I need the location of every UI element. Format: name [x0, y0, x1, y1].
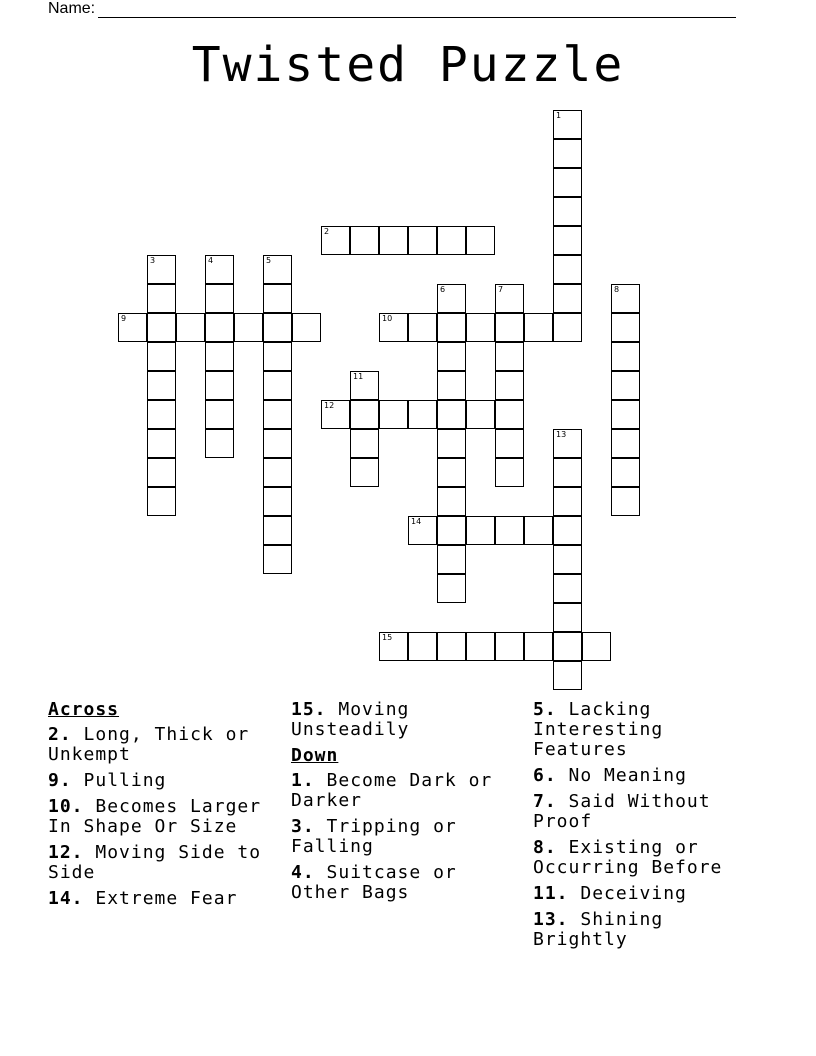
- grid-cell[interactable]: [611, 342, 640, 371]
- name-label: Name:: [48, 0, 96, 17]
- grid-cell[interactable]: [205, 342, 234, 371]
- grid-cell[interactable]: [524, 313, 553, 342]
- grid-cell[interactable]: [147, 487, 176, 516]
- grid-cell[interactable]: [466, 516, 495, 545]
- grid-cell[interactable]: [205, 284, 234, 313]
- grid-cell[interactable]: [437, 429, 466, 458]
- grid-cell[interactable]: [553, 574, 582, 603]
- clue-number: 10: [382, 314, 393, 323]
- grid-cell[interactable]: [553, 661, 582, 690]
- grid-cell[interactable]: [408, 516, 437, 545]
- grid-cell[interactable]: [321, 226, 350, 255]
- clue-column-1: [48, 700, 283, 915]
- grid-cell[interactable]: [466, 226, 495, 255]
- clue-number: 13: [556, 430, 567, 439]
- grid-cell[interactable]: [553, 487, 582, 516]
- grid-cell[interactable]: [350, 226, 379, 255]
- grid-cell[interactable]: [408, 632, 437, 661]
- grid-cell[interactable]: [466, 632, 495, 661]
- grid-cell[interactable]: [553, 168, 582, 197]
- grid-cell[interactable]: [205, 313, 234, 342]
- grid-cell[interactable]: [205, 371, 234, 400]
- clue-number: 9: [121, 314, 127, 323]
- grid-cell[interactable]: [553, 139, 582, 168]
- grid-cell[interactable]: [437, 516, 466, 545]
- grid-cell[interactable]: [437, 400, 466, 429]
- grid-cell[interactable]: [437, 574, 466, 603]
- grid-cell[interactable]: [582, 632, 611, 661]
- grid-cell[interactable]: [437, 284, 466, 313]
- grid-cell[interactable]: [437, 313, 466, 342]
- clue-column-2: [291, 700, 526, 909]
- grid-cell[interactable]: [408, 400, 437, 429]
- grid-cell[interactable]: [147, 458, 176, 487]
- grid-cell[interactable]: [495, 342, 524, 371]
- clue-down-6: 6. No Meaning: [533, 765, 687, 786]
- clue-across-12: 12. Moving Side to Side: [48, 842, 262, 883]
- grid-cell[interactable]: [553, 313, 582, 342]
- grid-cell[interactable]: [524, 516, 553, 545]
- grid-cell[interactable]: [553, 545, 582, 574]
- grid-cell[interactable]: [611, 458, 640, 487]
- grid-cell[interactable]: [553, 458, 582, 487]
- grid-cell[interactable]: [437, 371, 466, 400]
- grid-cell[interactable]: [118, 313, 147, 342]
- grid-cell[interactable]: [263, 342, 292, 371]
- grid-cell[interactable]: [263, 313, 292, 342]
- grid-cell[interactable]: [379, 632, 408, 661]
- grid-cell[interactable]: [176, 313, 205, 342]
- clue-number: 8: [614, 285, 620, 294]
- clue-down-4: 4. Suitcase or Other Bags: [291, 862, 457, 903]
- grid-cell[interactable]: [495, 371, 524, 400]
- grid-cell[interactable]: [263, 516, 292, 545]
- grid-cell[interactable]: [350, 400, 379, 429]
- grid-cell[interactable]: [495, 632, 524, 661]
- grid-cell[interactable]: [553, 516, 582, 545]
- clue-column-3: [533, 700, 768, 956]
- grid-cell[interactable]: [292, 313, 321, 342]
- grid-cell[interactable]: [495, 313, 524, 342]
- clue-across-10: 10. Becomes Larger In Shape Or Size: [48, 796, 262, 837]
- grid-cell[interactable]: [495, 516, 524, 545]
- clue-across-2: 2. Long, Thick or Unkempt: [48, 724, 250, 765]
- clue-number: 4: [208, 256, 214, 265]
- grid-cell[interactable]: [263, 458, 292, 487]
- grid-cell[interactable]: [437, 226, 466, 255]
- grid-cell[interactable]: [495, 429, 524, 458]
- clue-number: 12: [324, 401, 335, 410]
- grid-cell[interactable]: [553, 429, 582, 458]
- grid-cell[interactable]: [553, 284, 582, 313]
- grid-cell[interactable]: [234, 313, 263, 342]
- clue-across-9: 9. Pulling: [48, 770, 167, 791]
- grid-cell[interactable]: [379, 226, 408, 255]
- grid-cell[interactable]: [147, 342, 176, 371]
- grid-cell[interactable]: [147, 255, 176, 284]
- grid-cell[interactable]: [611, 313, 640, 342]
- grid-cell[interactable]: [553, 110, 582, 139]
- page-title: Twisted Puzzle: [191, 37, 625, 93]
- grid-cell[interactable]: [147, 313, 176, 342]
- grid-cell[interactable]: [379, 400, 408, 429]
- clue-across-14: 14. Extreme Fear: [48, 888, 238, 909]
- down-heading: Down: [291, 745, 339, 766]
- grid-cell[interactable]: [147, 284, 176, 313]
- grid-cell[interactable]: [611, 400, 640, 429]
- grid-cell[interactable]: [263, 371, 292, 400]
- grid-cell[interactable]: [263, 400, 292, 429]
- grid-cell[interactable]: [350, 371, 379, 400]
- grid-cell[interactable]: [466, 313, 495, 342]
- clue-number: 14: [411, 517, 422, 526]
- grid-cell[interactable]: [495, 400, 524, 429]
- grid-cell[interactable]: [553, 603, 582, 632]
- clue-number: 11: [353, 372, 364, 381]
- grid-cell[interactable]: [437, 632, 466, 661]
- grid-cell[interactable]: [553, 255, 582, 284]
- grid-cell[interactable]: [553, 197, 582, 226]
- grid-cell[interactable]: [205, 400, 234, 429]
- grid-cell[interactable]: [611, 487, 640, 516]
- clue-down-8: 8. Existing or Occurring Before: [533, 837, 723, 878]
- grid-cell[interactable]: [611, 371, 640, 400]
- grid-cell[interactable]: [437, 487, 466, 516]
- clue-down-3: 3. Tripping or Falling: [291, 816, 457, 857]
- clue-number: 7: [498, 285, 504, 294]
- grid-cell[interactable]: [147, 371, 176, 400]
- grid-cell[interactable]: [524, 632, 553, 661]
- clue-number: 15: [382, 633, 393, 642]
- grid-cell[interactable]: [147, 429, 176, 458]
- grid-cell[interactable]: [263, 545, 292, 574]
- grid-cell[interactable]: [553, 632, 582, 661]
- clue-down-5: 5. Lacking Interesting Features: [533, 699, 664, 760]
- grid-cell[interactable]: [437, 545, 466, 574]
- grid-cell[interactable]: [553, 226, 582, 255]
- grid-cell[interactable]: [147, 400, 176, 429]
- grid-cell[interactable]: [611, 284, 640, 313]
- grid-cell[interactable]: [263, 284, 292, 313]
- clue-down-1: 1. Become Dark or Darker: [291, 770, 493, 811]
- grid-cell[interactable]: [350, 458, 379, 487]
- grid-cell[interactable]: [379, 313, 408, 342]
- grid-cell[interactable]: [408, 313, 437, 342]
- clue-down-7: 7. Said Without Proof: [533, 791, 711, 832]
- clue-number: 5: [266, 256, 272, 265]
- grid-cell[interactable]: [205, 255, 234, 284]
- grid-cell[interactable]: [495, 458, 524, 487]
- clue-across-15: 15. Moving Unsteadily: [291, 699, 410, 740]
- grid-cell[interactable]: [321, 400, 350, 429]
- grid-cell[interactable]: [611, 429, 640, 458]
- clue-number: 3: [150, 256, 156, 265]
- across-heading: Across: [48, 699, 120, 720]
- clue-number: 1: [556, 111, 562, 120]
- grid-cell[interactable]: [263, 429, 292, 458]
- grid-cell[interactable]: [495, 284, 524, 313]
- clue-number: 6: [440, 285, 446, 294]
- grid-cell[interactable]: [263, 487, 292, 516]
- grid-cell[interactable]: [205, 429, 234, 458]
- grid-cell[interactable]: [408, 226, 437, 255]
- grid-cell[interactable]: [437, 458, 466, 487]
- grid-cell[interactable]: [350, 429, 379, 458]
- clue-number: 2: [324, 227, 330, 236]
- grid-cell[interactable]: [466, 400, 495, 429]
- clue-down-13: 13. Shining Brightly: [533, 909, 664, 950]
- grid-cell[interactable]: [263, 255, 292, 284]
- clue-down-11: 11. Deceiving: [533, 883, 687, 904]
- grid-cell[interactable]: [437, 342, 466, 371]
